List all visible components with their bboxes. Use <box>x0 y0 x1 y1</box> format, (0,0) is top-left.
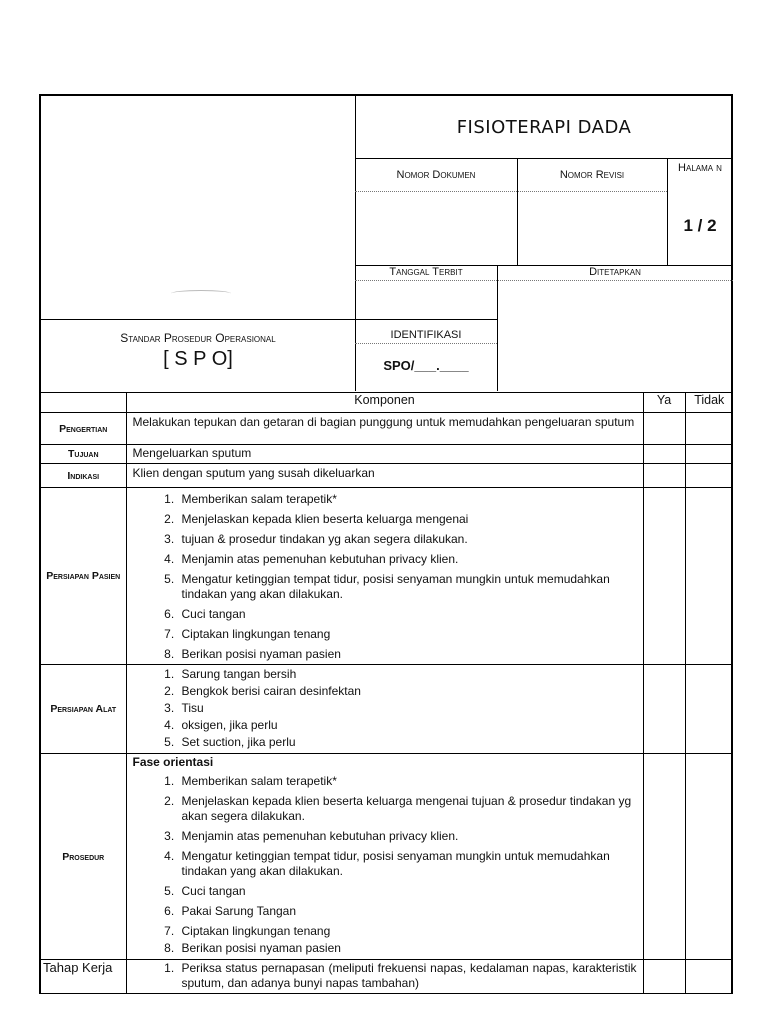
halaman-value: 1 / 2 <box>683 216 717 235</box>
ya-checkbox[interactable] <box>643 445 685 464</box>
pengertian-text: Melakukan tepukan dan getaran di bagian punggung untuk memudahkan pengeluaran sputum <box>126 413 643 445</box>
list-item: 3. Menjamin atas pemenuhan kebutuhan privacy klien. <box>178 829 637 844</box>
list-item: 3. Tisu <box>178 700 637 717</box>
persiapan-pasien-label: Persiapan Pasien <box>41 488 126 665</box>
tidak-checkbox[interactable] <box>685 445 733 464</box>
list-item: 8. Berikan posisi nyaman pasien <box>178 647 637 662</box>
pengertian-label: Pengertian <box>41 413 126 445</box>
list-item: 7. Ciptakan lingkungan tenang <box>178 627 637 642</box>
table-row <box>41 464 733 488</box>
ditetapkan-label: Ditetapkan <box>589 266 641 278</box>
table-row <box>41 445 733 464</box>
list-item: 5. Mengatur ketinggian tempat tidur, posisi senyaman mungkin untuk memudahkan tindakan yang akan dilakukan. <box>178 572 637 602</box>
spo-title: Standar Prosedur Operasional <box>120 331 276 345</box>
tidak-checkbox[interactable] <box>685 960 733 994</box>
list-item: 6. Pakai Sarung Tangan <box>178 904 637 919</box>
identifikasi-label: IDENTIFIKASI <box>390 329 462 341</box>
list-item: 8. Berikan posisi nyaman pasien <box>178 941 637 956</box>
tidak-checkbox[interactable] <box>685 665 733 754</box>
list-item: 3. tujuan & prosedur tindakan yg akan segera dilakukan. <box>178 532 637 547</box>
table-row <box>41 960 733 994</box>
persiapan-alat-list <box>133 666 637 751</box>
signature-mark <box>171 290 231 297</box>
table-row <box>41 665 733 754</box>
spo-document <box>39 94 733 994</box>
table-row <box>41 754 733 960</box>
list-item: 4. Menjamin atas pemenuhan kebutuhan privacy klien. <box>178 552 637 567</box>
list-item: 1. Memberikan salam terapetik* <box>178 492 637 507</box>
tidak-checkbox[interactable] <box>685 754 733 960</box>
list-item: 6. Cuci tangan <box>178 607 637 622</box>
table-header-row <box>41 393 733 413</box>
persiapan-alat-label: Persiapan Alat <box>41 665 126 754</box>
tidak-header: Tidak <box>685 393 733 413</box>
logo-area <box>41 96 356 391</box>
tidak-checkbox[interactable] <box>685 488 733 665</box>
list-item: 7. Ciptakan lingkungan tenang <box>178 924 637 939</box>
list-item: 2. Bengkok berisi cairan desinfektan <box>178 683 637 700</box>
checklist-table <box>41 392 733 994</box>
ya-checkbox[interactable] <box>643 754 685 960</box>
nomor-dokumen-label: Nomor Dokumen <box>396 169 476 181</box>
ya-checkbox[interactable] <box>643 464 685 488</box>
list-item: 2. Menjelaskan kepada klien beserta keluarga mengenai <box>178 512 637 527</box>
indikasi-text: Klien dengan sputum yang susah dikeluarkan <box>126 464 643 488</box>
ya-checkbox[interactable] <box>643 665 685 754</box>
list-item: 5. Cuci tangan <box>178 884 637 899</box>
ya-checkbox[interactable] <box>643 488 685 665</box>
list-item: 5. Set suction, jika perlu <box>178 734 637 751</box>
ya-header: Ya <box>643 393 685 413</box>
ya-checkbox[interactable] <box>643 413 685 445</box>
table-row <box>41 488 733 665</box>
list-item: 4. Mengatur ketinggian tempat tidur, posisi senyaman mungkin untuk memudahkan tindakan yang akan dilakukan. <box>178 849 637 879</box>
halaman-label: Halama n <box>678 162 722 174</box>
list-item: 1. Memberikan salam terapetik* <box>178 774 637 789</box>
tidak-checkbox[interactable] <box>685 413 733 445</box>
persiapan-pasien-list <box>133 492 637 662</box>
ya-checkbox[interactable] <box>643 960 685 994</box>
tidak-checkbox[interactable] <box>685 464 733 488</box>
list-item: 2. Menjelaskan kepada klien beserta keluarga mengenai tujuan & prosedur tindakan yg akan segera dilakukan. <box>178 794 637 824</box>
indikasi-label: Indikasi <box>41 464 126 488</box>
list-item: 1. Periksa status pernapasan (meliputi frekuensi napas, kedalaman napas, karakteristik sputum, dan adanya bunyi napas tambahan) <box>178 961 637 991</box>
document-title: FISIOTERAPI DADA <box>456 116 632 138</box>
prosedur-list <box>133 774 637 956</box>
list-item: 4. oksigen, jika perlu <box>178 717 637 734</box>
tahap-kerja-list <box>133 961 637 991</box>
komponen-header: Komponen <box>126 393 643 413</box>
spo-abbr: [ S P O] <box>163 348 233 370</box>
fase-orientasi-heading: Fase orientasi <box>132 755 214 769</box>
nomor-revisi-label: Nomor Revisi <box>559 169 625 181</box>
tujuan-label: Tujuan <box>41 445 126 464</box>
tanggal-terbit-label: Tanggal Terbit <box>389 266 463 278</box>
table-row <box>41 413 733 445</box>
spo-code: SPO/___.____ <box>383 358 469 373</box>
list-item: 1. Sarung tangan bersih <box>178 666 637 683</box>
tahap-kerja-label: Tahap Kerja <box>41 960 126 994</box>
tujuan-text: Mengeluarkan sputum <box>126 445 643 464</box>
prosedur-label: Prosedur <box>41 754 126 960</box>
